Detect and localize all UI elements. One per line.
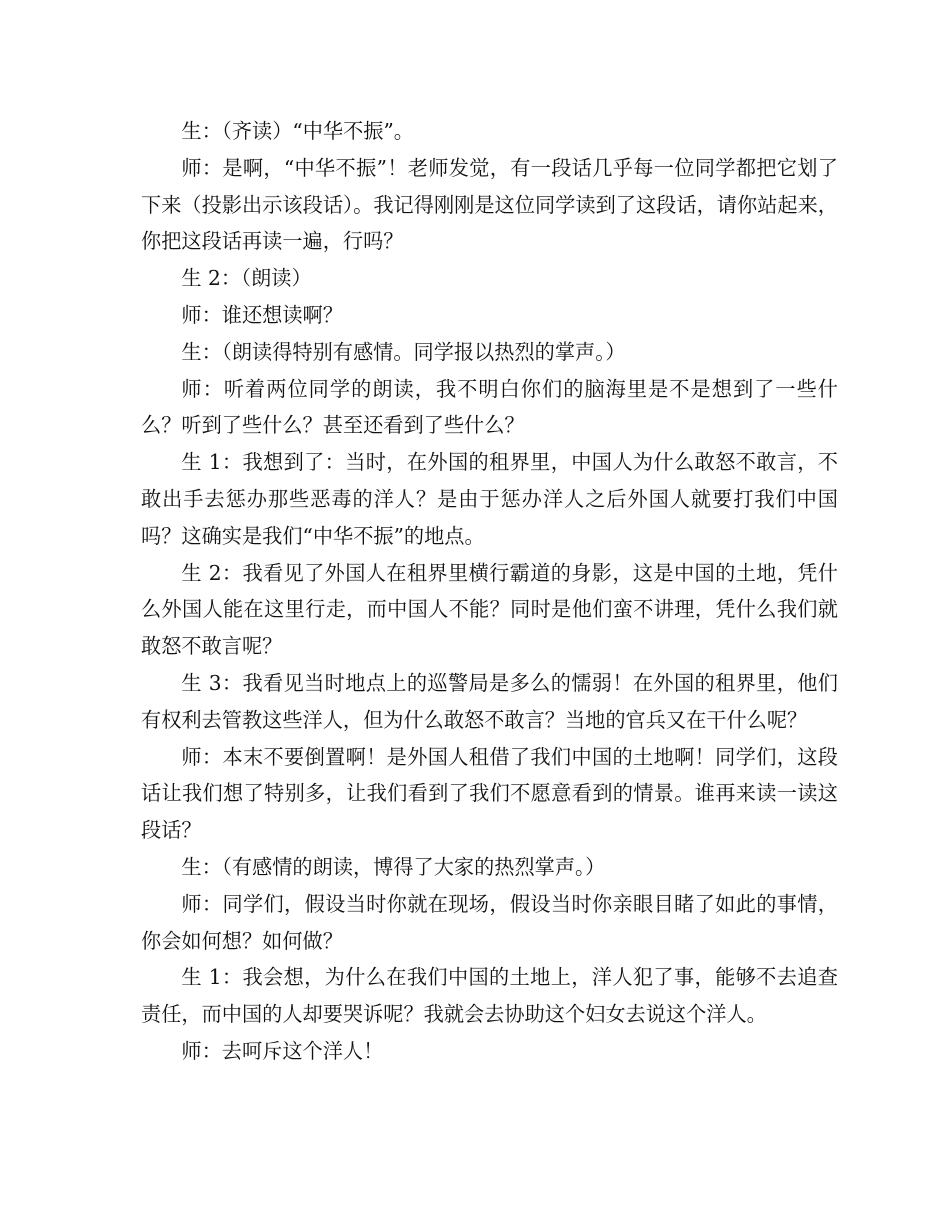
paragraph-13: 生 1：我会想，为什么在我们中国的土地上，洋人犯了事，能够不去追查责任，而中国的人却要哭诉呢？我就会去协助这个妇女去说这个洋人。: [141, 965, 838, 1027]
paragraph-11: 生：（有感情的朗读，博得了大家的热烈掌声。）: [181, 854, 606, 879]
paragraph-7: 生 1：我想到了：当时，在外国的租界里，中国人为什么敢怒不敢言，不敢出手去惩办那些恶毒的洋人？是由于惩办洋人之后外国人就要打我们中国吗？这确实是我们“中华不振”的地点。: [141, 450, 838, 548]
paragraph-12: 师：同学们，假设当时你就在现场，假设当时你亲眼目睹了如此的事情，你会如何想？如何做？: [141, 891, 838, 953]
paragraph-5: 生：（朗读得特别有感情。同学报以热烈的掌声。）: [181, 339, 626, 364]
paragraph-8: 生 2：我看见了外国人在租界里横行霸道的身影，这是中国的土地，凭什么外国人能在这里行走，而中国人不能？同时是他们蛮不讲理，凭什么我们就敢怒不敢言呢？: [141, 560, 838, 659]
paragraph-4: 师：谁还想读啊？: [181, 302, 343, 327]
paragraph-2: 师：是啊，“中华不振”！老师发觉，有一段话几乎每一位同学都把它划了下来（投影出示该段话）。我记得刚刚是这位同学读到了这段话，请你站起来，你把这段话再读一遍，行吗？: [141, 155, 838, 254]
paragraph-10: 师：本末不要倒置啊！是外国人租借了我们中国的土地啊！同学们，这段话让我们想了特别多，让我们看到了我们不愿意看到的情景。谁再来读一读这段话？: [141, 744, 838, 843]
paragraph-14: 师：去呵斥这个洋人！: [181, 1038, 384, 1063]
paragraph-9: 生 3：我看见当时地点上的巡警局是多么的懦弱！在外国的租界里，他们有权利去管教这些洋人，但为什么敢怒不敢言？当地的官兵又在干什么呢？: [141, 670, 838, 732]
paragraph-1: 生：（齐读）“中华不振”。: [181, 119, 414, 143]
paragraph-3: 生 2：（朗读）: [181, 266, 312, 291]
paragraph-6: 师：听着两位同学的朗读，我不明白你们的脑海里是不是想到了一些什么？听到了些什么？甚至还看到了些什么？: [141, 376, 838, 438]
